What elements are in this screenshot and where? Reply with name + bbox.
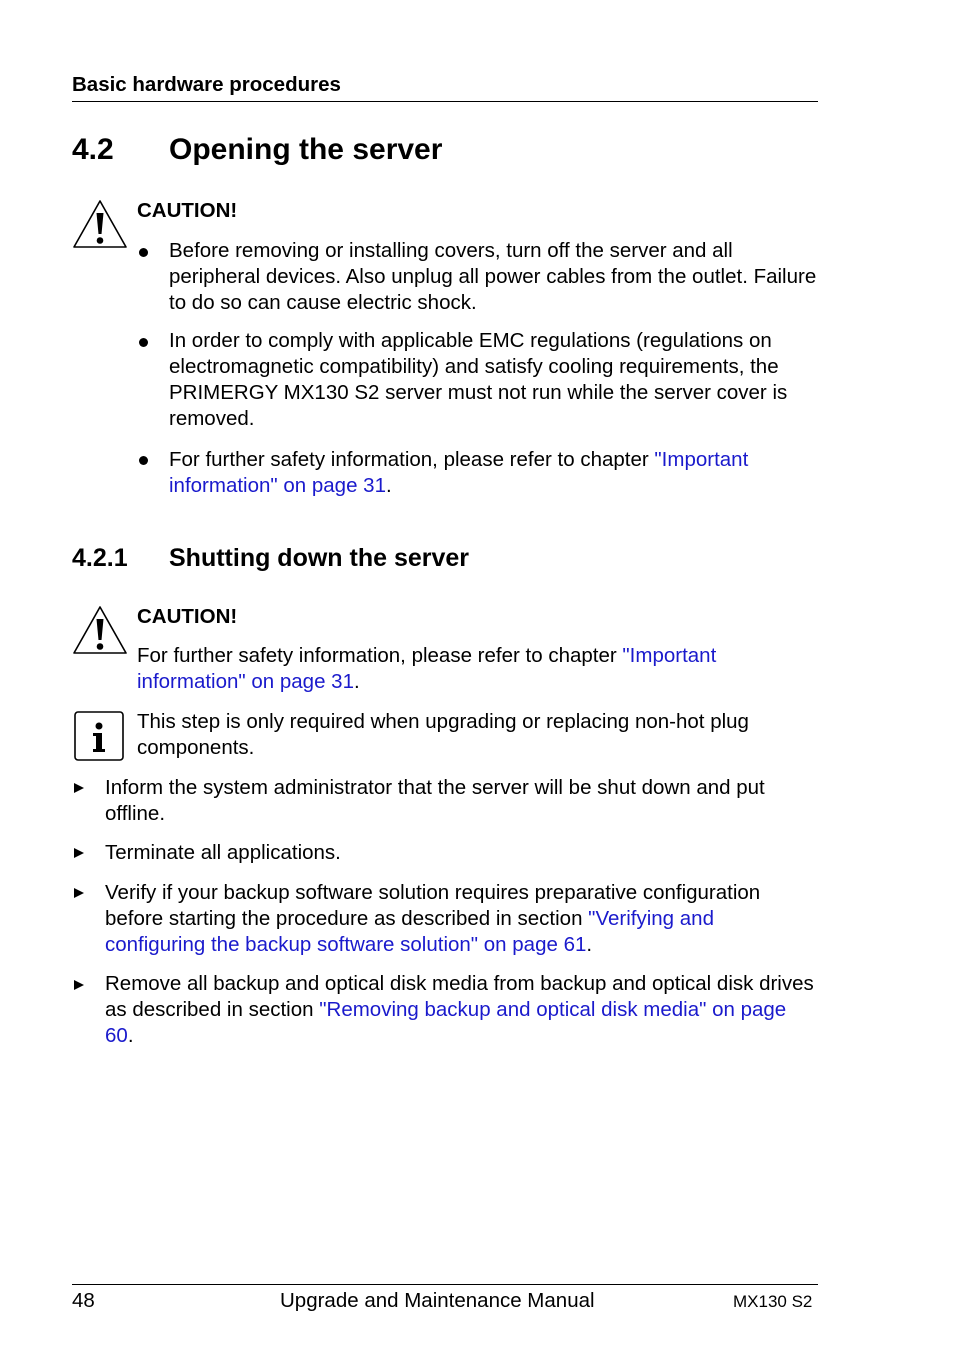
verifying-backup-link[interactable]: "Verifying and configuring the backup software solution" on page 61 (105, 907, 714, 956)
step-3-post: . (586, 933, 593, 956)
caution-bullet-2: In order to comply with applicable EMC regulations (regulations on electromagnetic compatibility) and satisfy cooling requirements, the PRIMERGY MX130 S2 server must not run while the server cover is removed. (169, 329, 788, 430)
bullet-3-pre: For further safety information, please refer to chapter (169, 448, 655, 471)
arrow-right-icon (74, 980, 84, 990)
important-information-link[interactable]: "Important information" on page 31 (137, 644, 717, 693)
removing-media-link[interactable]: "Removing backup and optical disk media" on page 60 (105, 998, 787, 1047)
arrow-right-icon (74, 888, 84, 898)
step-4 (105, 971, 817, 1049)
section-number: 4.2 (72, 133, 114, 166)
warning-triangle-icon (72, 605, 128, 657)
caution-2-text (137, 643, 787, 695)
step-4-post: . (127, 1024, 134, 1047)
caution-bullet-1: Before removing or installing covers, turn off the server and all peripheral devices. Also unplug all power cables from the outlet. Failure to do so can cause electric shock. (169, 239, 817, 314)
subsection-title: Shutting down the server (169, 544, 470, 572)
step-2: Terminate all applications. (105, 841, 341, 864)
info-icon (74, 711, 124, 761)
caution-label: CAUTION! (137, 605, 238, 628)
header-rule (72, 101, 818, 102)
section-title: Opening the server (169, 133, 443, 166)
step-1: Inform the system administrator that the server will be shut down and put offline. (105, 776, 765, 825)
step-3-pre: Verify if your backup software solution requires preparative configuration before starting the procedure as described in section (105, 881, 761, 930)
warning-triangle-icon (72, 199, 128, 251)
caution-label: CAUTION! (137, 199, 238, 222)
caution-2-post: . (353, 670, 360, 693)
caution-2-pre: For further safety information, please refer to chapter (137, 644, 623, 667)
caution-bullet-3 (169, 447, 819, 499)
arrow-right-icon (74, 848, 84, 858)
important-information-link[interactable]: "Important information" on page 31 (169, 448, 749, 497)
running-header-title: Basic hardware procedures (72, 73, 341, 96)
model-name: MX130 S2 (733, 1292, 813, 1311)
bullet-dot (139, 338, 148, 347)
manual-title: Upgrade and Maintenance Manual (280, 1289, 595, 1312)
step-4-pre: Remove all backup and optical disk media from backup and optical disk drives as described in section (105, 972, 814, 1021)
bullet-dot (139, 456, 148, 465)
bullet-3-post: . (385, 474, 392, 497)
subsection-number: 4.2.1 (72, 544, 128, 572)
info-text: This step is only required when upgrading or replacing non-hot plug components. (137, 710, 749, 759)
bullet-dot (139, 248, 148, 257)
page-number: 48 (72, 1289, 95, 1312)
step-3 (105, 880, 805, 958)
arrow-right-icon (74, 783, 84, 793)
footer-rule (72, 1284, 818, 1285)
